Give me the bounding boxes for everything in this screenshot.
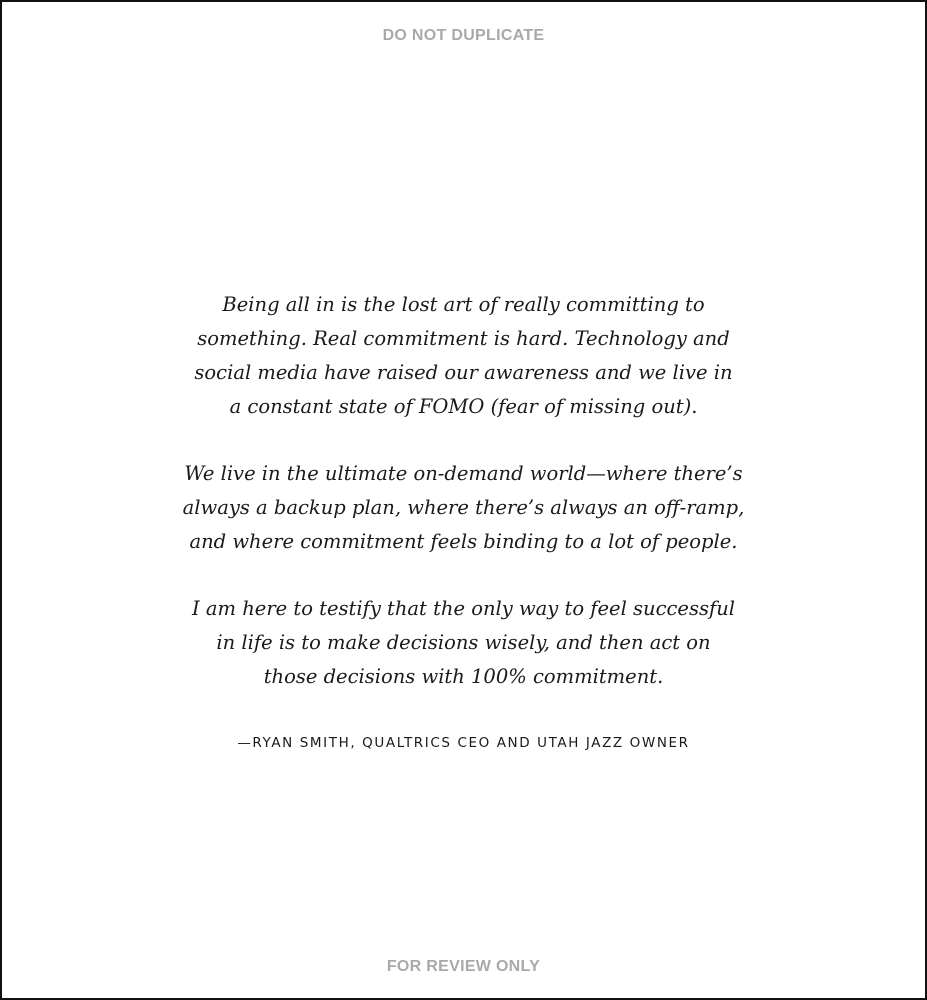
- quote-line: always a backup plan, where there’s always an off-ramp,: [182, 496, 745, 519]
- quote-line: Being all in is the lost art of really committing to: [222, 293, 705, 316]
- quote-line: I am here to testify that the only way to feel successful: [192, 597, 735, 620]
- quote-line: something. Real commitment is hard. Technology and: [197, 327, 730, 350]
- quote-block: [2, 288, 925, 727]
- quote-paragraph: [2, 288, 925, 424]
- quote-line: and where commitment feels binding to a lot of people.: [189, 530, 738, 553]
- quote-line: We live in the ultimate on-demand world—where there’s: [184, 462, 743, 485]
- watermark-top: DO NOT DUPLICATE: [382, 27, 545, 44]
- quote-paragraph: [2, 592, 925, 694]
- quote-line: social media have raised our awareness and we live in: [194, 361, 733, 384]
- quote-paragraph: [2, 457, 925, 559]
- quote-line: in life is to make decisions wisely, and then act on: [216, 631, 711, 654]
- quote-line: a constant state of FOMO (fear of missing out).: [229, 395, 698, 418]
- watermark-bottom: FOR REVIEW ONLY: [386, 958, 541, 975]
- quote-attribution: —RYAN SMITH, QUALTRICS CEO AND UTAH JAZZ OWNER: [237, 735, 690, 751]
- quote-line: those decisions with 100% commitment.: [263, 665, 664, 688]
